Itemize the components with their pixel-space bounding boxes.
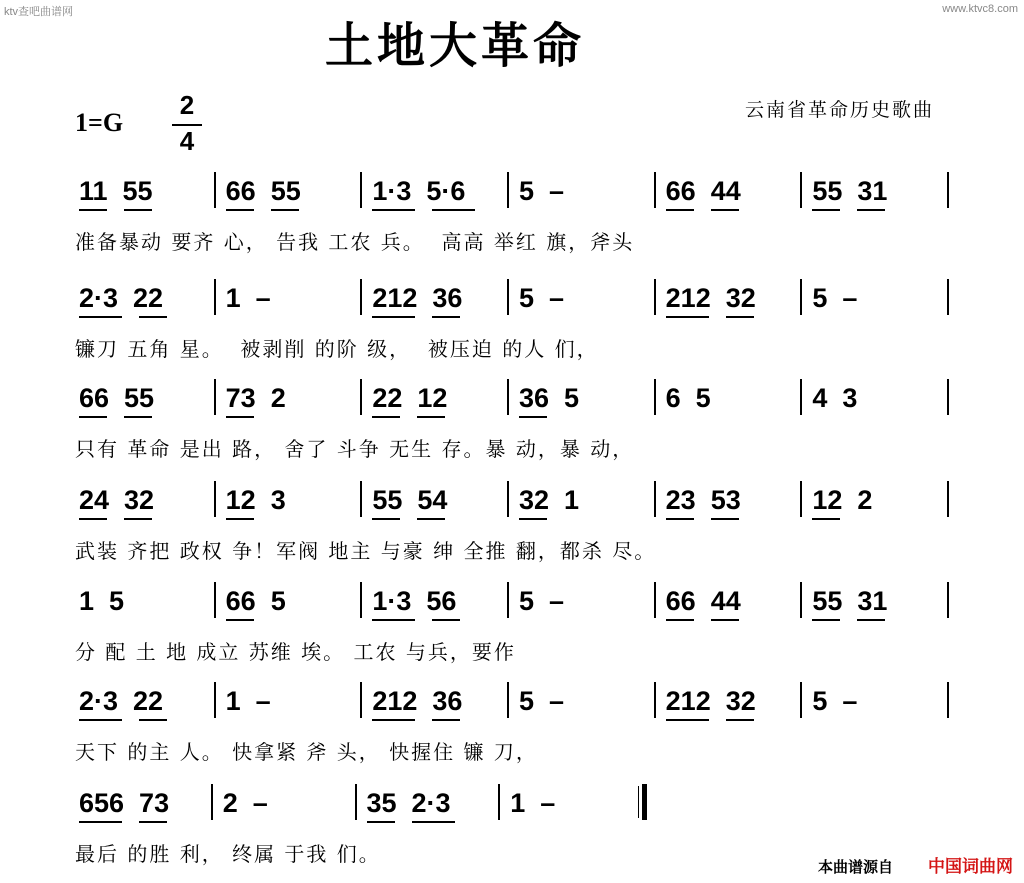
beam-line: [372, 316, 415, 318]
measure-notes: 1 –: [510, 788, 556, 818]
measure-notes: 55 31: [812, 586, 888, 616]
beam-line: [226, 209, 254, 211]
score-line: [0, 487, 1024, 577]
measure-notes: 212 32: [665, 686, 756, 716]
barline: [654, 481, 656, 517]
measure-notes: 55 54: [372, 485, 448, 515]
barline: [214, 682, 216, 718]
measure-notes: 11 55: [79, 176, 153, 206]
barline: [947, 379, 949, 415]
measure-notes: 1 5: [79, 586, 125, 616]
beam-line: [857, 619, 885, 621]
barline: [355, 784, 357, 820]
beam-line: [79, 416, 107, 418]
beam-line: [812, 518, 840, 520]
song-title: 土地大革命: [325, 18, 586, 74]
measure-notes: 66 55: [225, 176, 301, 206]
beam-line: [79, 518, 107, 520]
barline: [800, 279, 802, 315]
measure-notes: 5 –: [812, 686, 858, 716]
barline: [360, 279, 362, 315]
barline: [507, 172, 509, 208]
time-signature-top: 2: [179, 90, 195, 120]
beam-line: [432, 719, 460, 721]
measure-notes: 22 12: [372, 383, 448, 413]
measure-notes: 1·3 5·6: [372, 176, 466, 206]
beam-line: [726, 316, 754, 318]
beam-line: [432, 209, 475, 211]
barline: [947, 279, 949, 315]
barline: [947, 481, 949, 517]
score-line: [0, 285, 1024, 375]
barline: [507, 379, 509, 415]
barline: [214, 172, 216, 208]
beam-line: [417, 416, 445, 418]
lyric-line: 只有 革命 是出 路， 舍了 斗争 无生 存。暴 动，暴 动，: [75, 437, 635, 461]
measure-notes: 1 –: [225, 283, 271, 313]
barline: [654, 172, 656, 208]
beam-line: [372, 416, 400, 418]
measure-notes: 6 5: [665, 383, 711, 413]
measure-notes: 2·3 22: [79, 283, 164, 313]
time-signature-bottom: 4: [179, 126, 195, 156]
beam-line: [139, 719, 167, 721]
barline: [507, 279, 509, 315]
beam-line: [367, 821, 395, 823]
beam-line: [79, 821, 122, 823]
barline: [507, 582, 509, 618]
beam-line: [666, 209, 694, 211]
barline: [507, 481, 509, 517]
beam-line: [226, 518, 254, 520]
beam-line: [666, 316, 709, 318]
barline: [360, 172, 362, 208]
measure-notes: 12 2: [812, 485, 873, 515]
measure-notes: 66 44: [665, 586, 741, 616]
barline: [947, 582, 949, 618]
beam-line: [226, 416, 254, 418]
lyric-line: 武装 齐把 政权 争！军阀 地主 与豪 绅 全推 翻，都杀 尽。: [75, 539, 657, 563]
barline: [654, 682, 656, 718]
measure-notes: 24 32: [79, 485, 155, 515]
beam-line: [226, 619, 254, 621]
measure-notes: 66 55: [79, 383, 155, 413]
beam-line: [519, 518, 547, 520]
measure-notes: 212 32: [665, 283, 756, 313]
measure-notes: 5 –: [519, 283, 565, 313]
barline: [654, 379, 656, 415]
measure-notes: 656 73: [79, 788, 170, 818]
lyric-line: 准备暴动 要齐 心， 告我 工农 兵。 高高 举红 旗，斧头: [75, 230, 635, 254]
measure-notes: 66 5: [225, 586, 286, 616]
watermark-right: www.ktvc8.com: [942, 3, 1018, 15]
lyric-line: 最后 的胜 利， 终属 于我 们。: [75, 842, 381, 866]
score-line: [0, 688, 1024, 778]
footer-source-site: 中国词曲网: [928, 857, 1013, 877]
beam-line: [711, 518, 739, 520]
measure-notes: 12 3: [225, 485, 286, 515]
barline: [214, 582, 216, 618]
key-signature: 1=G: [75, 108, 124, 137]
beam-line: [139, 316, 167, 318]
barline: [214, 379, 216, 415]
lyric-line: 天下 的主 人。 快拿紧 斧 头， 快握住 镰 刀，: [75, 740, 538, 764]
beam-line: [857, 209, 885, 211]
barline: [360, 682, 362, 718]
measure-notes: 5 –: [519, 586, 565, 616]
measure-notes: 32 1: [519, 485, 580, 515]
beam-line: [372, 719, 415, 721]
time-signature: [172, 92, 202, 158]
barline: [211, 784, 213, 820]
barline: [642, 784, 647, 820]
beam-line: [79, 719, 122, 721]
beam-line: [124, 416, 152, 418]
barline: [360, 379, 362, 415]
score-line: [0, 588, 1024, 678]
barline: [214, 279, 216, 315]
beam-line: [79, 209, 107, 211]
barline: [360, 582, 362, 618]
beam-line: [711, 619, 739, 621]
measure-notes: 212 36: [372, 686, 463, 716]
barline: [800, 481, 802, 517]
barline: [654, 279, 656, 315]
beam-line: [666, 518, 694, 520]
measure-notes: 1·3 56: [372, 586, 457, 616]
barline: [800, 582, 802, 618]
beam-line: [124, 209, 152, 211]
beam-line: [432, 619, 460, 621]
measure-notes: 1 –: [225, 686, 271, 716]
barline: [947, 682, 949, 718]
measure-notes: 35 2·3: [366, 788, 451, 818]
measure-notes: 36 5: [519, 383, 580, 413]
watermark-left: ktv查吧曲谱网: [4, 6, 74, 18]
measure-notes: 73 2: [225, 383, 286, 413]
beam-line: [417, 518, 445, 520]
score-line: [0, 385, 1024, 475]
song-source: 云南省革命历史歌曲: [745, 99, 935, 121]
beam-line: [666, 619, 694, 621]
score-line: [0, 178, 1024, 268]
beam-line: [372, 518, 400, 520]
measure-notes: 5 –: [519, 686, 565, 716]
lyric-line: 镰刀 五角 星。 被剥削 的阶 级， 被压迫 的人 们，: [75, 337, 599, 361]
barline: [947, 172, 949, 208]
barline: [654, 582, 656, 618]
barline: [507, 682, 509, 718]
beam-line: [432, 316, 460, 318]
beam-line: [372, 209, 415, 211]
beam-line: [124, 518, 152, 520]
barline: [800, 379, 802, 415]
measure-notes: 212 36: [372, 283, 463, 313]
measure-notes: 5 –: [812, 283, 858, 313]
measure-notes: 5 –: [519, 176, 565, 206]
measure-notes: 55 31: [812, 176, 888, 206]
barline: [800, 682, 802, 718]
beam-line: [372, 619, 415, 621]
barline: [800, 172, 802, 208]
beam-line: [412, 821, 455, 823]
beam-line: [726, 719, 754, 721]
measure-notes: 66 44: [665, 176, 741, 206]
beam-line: [519, 416, 547, 418]
footer-source-label: 本曲谱源自: [818, 858, 894, 876]
measure-notes: 23 53: [665, 485, 741, 515]
measure-notes: 2·3 22: [79, 686, 164, 716]
barline: [360, 481, 362, 517]
beam-line: [711, 209, 739, 211]
measure-notes: 2 –: [222, 788, 268, 818]
beam-line: [812, 209, 840, 211]
measure-notes: 4 3: [812, 383, 858, 413]
beam-line: [139, 821, 167, 823]
beam-line: [79, 316, 122, 318]
beam-line: [271, 209, 299, 211]
beam-line: [666, 719, 709, 721]
barline: [214, 481, 216, 517]
barline: [498, 784, 500, 820]
lyric-line: 分 配 土 地 成立 苏维 埃。 工农 与兵，要作: [75, 640, 516, 664]
beam-line: [812, 619, 840, 621]
